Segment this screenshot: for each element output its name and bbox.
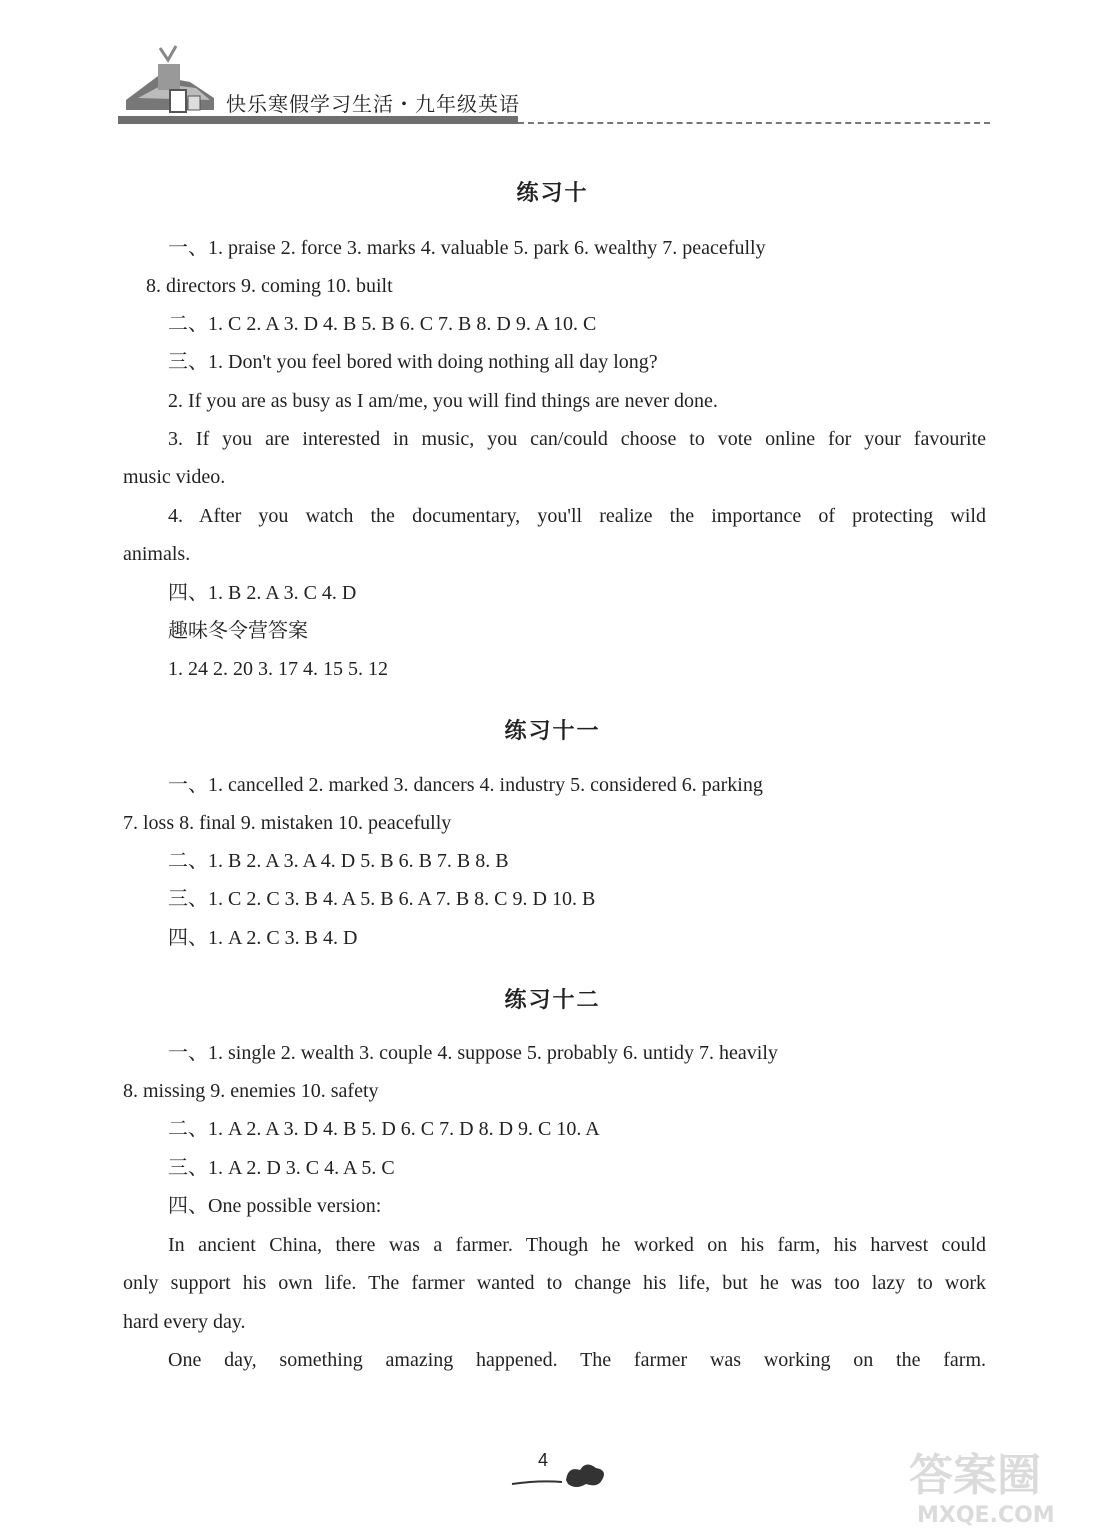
answer-line: 趣味冬令营答案 [168,620,308,642]
answer-line: 三、1. A 2. D 3. C 4. A 5. C [168,1157,395,1179]
answer-line: 四、1. A 2. C 3. B 4. D [168,927,358,949]
answer-line: In ancient China, there was a farmer. Though he worked on his farm, his harvest could [168,1234,986,1256]
watermark-logo-icon [903,1438,1093,1528]
page-number: 4 [538,1450,549,1470]
header-bar [118,116,518,124]
section-title: 练习十一 [504,718,601,743]
answer-line: 四、One possible version: [168,1195,382,1217]
answer-line: 一、1. praise 2. force 3. marks 4. valuable 5. park 6. wealthy 7. peacefully [168,237,766,259]
answer-line: 三、1. Don't you feel bored with doing nothing all day long? [168,351,658,373]
answer-line: 8. directors 9. coming 10. built [146,275,393,297]
answer-line: music video. [123,466,226,488]
answer-line: 8. missing 9. enemies 10. safety [123,1080,379,1102]
section-title: 练习十 [516,180,589,205]
answer-line: only support his own life. The farmer wanted to change his life, but he was too lazy to work [123,1272,986,1294]
answer-line: 二、1. C 2. A 3. D 4. B 5. B 6. C 7. B 8. D 9. A 10. C [168,313,597,335]
answer-line: 二、1. B 2. A 3. A 4. D 5. B 6. B 7. B 8. B [168,850,509,872]
cloud-ornament-icon [510,1458,610,1494]
answer-line: 4. After you watch the documentary, you'll realize the importance of protecting wild [168,505,986,527]
answer-line: 2. If you are as busy as I am/me, you will find things are never done. [168,390,718,412]
page-footer [510,1450,610,1495]
answer-line: One day, something amazing happened. The farmer was working on the farm. [168,1349,986,1371]
answer-line: 二、1. A 2. A 3. D 4. B 5. D 6. C 7. D 8. D 9. C 10. A [168,1118,600,1140]
watermark-text: 答案圈 [909,1450,1041,1501]
answer-line: 3. If you are interested in music, you can/could choose to vote online for your favourite [168,428,986,450]
answer-line: 一、1. single 2. wealth 3. couple 4. suppose 5. probably 6. untidy 7. heavily [168,1042,778,1064]
answer-line: 四、1. B 2. A 3. C 4. D [168,582,357,604]
watermark-url: MXQE.COM [917,1503,1055,1528]
book-title: 快乐寒假学习生活・九年级英语 [226,94,520,116]
answer-line: animals. [123,543,191,565]
page-header [118,40,990,130]
header-dashed-rule [518,122,990,124]
answer-line: hard every day. [123,1311,246,1333]
answer-line: 三、1. C 2. C 3. B 4. A 5. B 6. A 7. B 8. C 9. D 10. B [168,888,596,910]
book-logo-icon [118,40,218,122]
answer-line: 一、1. cancelled 2. marked 3. dancers 4. industry 5. considered 6. parking [168,774,763,796]
section-title: 练习十二 [504,987,601,1012]
answer-line: 1. 24 2. 20 3. 17 4. 15 5. 12 [168,658,388,680]
answer-line: 7. loss 8. final 9. mistaken 10. peacefully [123,812,452,834]
